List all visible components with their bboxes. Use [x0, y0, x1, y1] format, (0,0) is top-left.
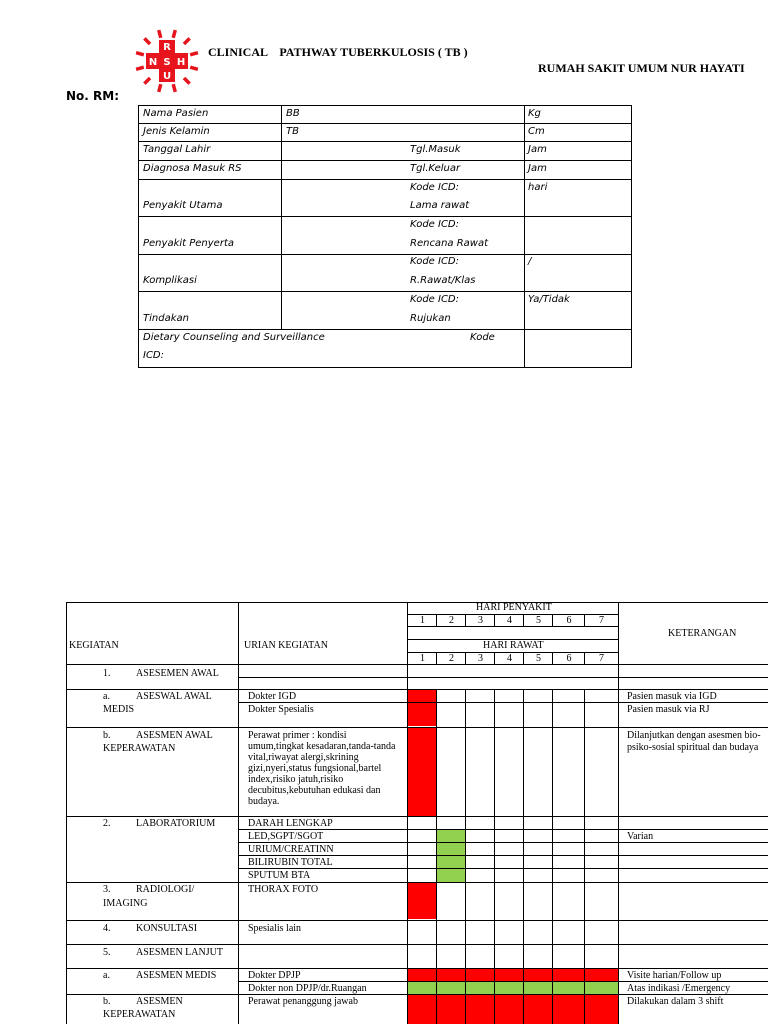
hari-penyakit-day-2: 2 [449, 615, 454, 626]
label-dietary-counseling: Dietary Counseling and Surveillance [143, 332, 325, 343]
row-5b-label-line2: KEPERAWATAN [103, 1009, 176, 1020]
logo-letter-top: R [163, 42, 171, 53]
label-ruang-rawat-klas: R.Rawat/Klas [410, 275, 476, 286]
row-3-number: 3. [103, 884, 111, 895]
logo-sun-cross-icon [134, 28, 200, 94]
hari-rawat-day-4: 4 [507, 653, 512, 664]
row-5a-keterangan-2: Atas indikasi /Emergency [627, 983, 731, 994]
row-4-item: Spesialis lain [248, 923, 302, 934]
row-2-number: 2. [103, 818, 111, 829]
row-5a-item-2: Dokter non DPJP/dr.Ruangan [248, 983, 367, 994]
clinical-pathway-table [66, 602, 768, 1024]
hari-rawat-day-1: 1 [420, 653, 425, 664]
row-5-label: ASESMEN LANJUT [136, 947, 223, 958]
lab-item-2: LED,SGPT/SGOT [248, 831, 324, 842]
row-1-number: 1. [103, 668, 111, 679]
label-tgl-masuk: Tgl.Masuk [410, 144, 461, 155]
row-b-label-line1: ASESMEN AWAL [136, 730, 213, 741]
label-ya-tidak: Ya/Tidak [528, 294, 570, 305]
row-3-label-line1: RADIOLOGI/ [136, 884, 195, 895]
row-1-label: ASESEMEN AWAL [136, 668, 219, 679]
row-5b-number: b. [103, 996, 111, 1007]
row-a-item-2: Dokter Spesialis [248, 704, 314, 715]
row-5a-keterangan-1: Visite harian/Follow up [627, 970, 722, 981]
label-tb: TB [286, 126, 299, 137]
row-3-label-line2: IMAGING [103, 898, 148, 909]
row-3-item: THORAX FOTO [248, 884, 319, 895]
label-jenis-kelamin: Jenis Kelamin [143, 126, 210, 137]
hari-penyakit-day-1: 1 [420, 615, 425, 626]
logo-letter-right: H [176, 57, 186, 68]
row-4-label: KONSULTASI [136, 923, 198, 934]
label-tindakan: Tindakan [143, 313, 189, 324]
label-kode-icd-4: Kode ICD: [410, 294, 459, 305]
patient-info-table [138, 105, 632, 368]
hari-rawat-day-7: 7 [599, 653, 604, 664]
row-a-number: a. [103, 691, 110, 702]
label-penyakit-utama: Penyakit Utama [143, 200, 223, 211]
row-b-keterangan-2: psiko-sosial spiritual dan budaya [627, 742, 759, 753]
slash-separator: / [528, 256, 532, 267]
label-bb: BB [286, 108, 300, 119]
row-5-number: 5. [103, 947, 111, 958]
unit-cm: Cm [528, 126, 545, 137]
row-5b-label-line1: ASESMEN [136, 996, 183, 1007]
hari-penyakit-day-3: 3 [478, 615, 483, 626]
header-keterangan: KETERANGAN [668, 628, 737, 639]
unit-jam-masuk: Jam [528, 144, 547, 155]
label-diagnosa-masuk: Diagnosa Masuk RS [143, 163, 242, 174]
logo-letter-left: N [148, 57, 158, 68]
row-b-label-line2: KEPERAWATAN [103, 743, 176, 754]
label-lama-rawat: Lama rawat [410, 200, 470, 211]
header-urian-kegiatan: URIAN KEGIATAN [244, 640, 328, 651]
label-komplikasi: Komplikasi [143, 275, 197, 286]
document-title: CLINICAL PATHWAY TUBERKULOSIS ( TB ) [208, 45, 468, 59]
row-a-label-line2: MEDIS [103, 704, 135, 715]
lab-item-1: DARAH LENGKAP [248, 818, 333, 829]
label-nama-pasien: Nama Pasien [143, 108, 209, 119]
lab-keterangan: Varian [627, 831, 654, 842]
medical-record-number-label: No. RM: [66, 89, 120, 103]
row-5a-number: a. [103, 970, 110, 981]
hari-penyakit-day-7: 7 [599, 615, 604, 626]
label-tanggal-lahir: Tanggal Lahir [143, 144, 211, 155]
unit-jam-keluar: Jam [528, 163, 547, 174]
row-b-keterangan-1: Dilanjutkan dengan asesmen bio- [627, 730, 761, 741]
logo-letter-center: S [163, 57, 171, 68]
row-b-number: b. [103, 730, 111, 741]
hari-penyakit-day-5: 5 [536, 615, 541, 626]
lab-item-5: SPUTUM BTA [248, 870, 311, 881]
hospital-logo [134, 28, 200, 94]
hari-penyakit-day-4: 4 [507, 615, 512, 626]
hospital-name: RUMAH SAKIT UMUM NUR HAYATI [538, 61, 745, 75]
row-a-item-1: Dokter IGD [248, 691, 297, 702]
label-kode-icd-2: Kode ICD: [410, 219, 459, 230]
label-kode-icd-3: Kode ICD: [410, 256, 459, 267]
label-kode-icd-1: Kode ICD: [410, 182, 459, 193]
hari-rawat-day-3: 3 [478, 653, 483, 664]
row-a-keterangan-1: Pasien masuk via IGD [627, 691, 717, 702]
unit-hari: hari [528, 182, 548, 193]
header-hari-rawat: HARI RAWAT [483, 640, 544, 651]
lab-item-3: URIUM/CREATINN [248, 844, 334, 855]
label-kode: Kode [470, 332, 495, 343]
label-icd: ICD: [143, 350, 165, 361]
unit-kg: Kg [528, 108, 541, 119]
header-hari-penyakit: HARI PENYAKIT [476, 602, 552, 613]
row-b-item: Perawat primer : kondisi umum,tingkat kesadaran,tanda-tanda vital,riwayat alergi,skrining gizi,nyeri,status fungsional,bartel index,risiko jatuh,risiko decubitus,kebutuhan edukasi dan budaya. [248, 730, 396, 807]
hari-rawat-day-2: 2 [449, 653, 454, 664]
hari-penyakit-day-6: 6 [566, 615, 572, 626]
row-5b-keterangan: Dilakukan dalam 3 shift [627, 996, 724, 1007]
label-penyakit-penyerta: Penyakit Penyerta [143, 238, 234, 249]
row-5a-label: ASESMEN MEDIS [136, 970, 217, 981]
header-kegiatan: KEGIATAN [69, 640, 119, 651]
row-5b-item: Perawat penanggung jawab [248, 996, 358, 1007]
row-4-number: 4. [103, 923, 111, 934]
lab-item-4: BILIRUBIN TOTAL [248, 857, 333, 868]
hari-rawat-day-6: 6 [566, 653, 572, 664]
hari-rawat-day-5: 5 [536, 653, 541, 664]
logo-letter-bottom: U [162, 71, 172, 82]
label-rencana-rawat: Rencana Rawat [410, 238, 489, 249]
row-2-label: LABORATORIUM [136, 818, 216, 829]
label-tgl-keluar: Tgl.Keluar [410, 163, 461, 174]
row-a-label-line1: ASESWAL AWAL [136, 691, 212, 702]
label-rujukan: Rujukan [410, 313, 451, 324]
row-5a-item-1: Dokter DPJP [248, 970, 301, 981]
row-a-keterangan-2: Pasien masuk via RJ [627, 704, 710, 715]
